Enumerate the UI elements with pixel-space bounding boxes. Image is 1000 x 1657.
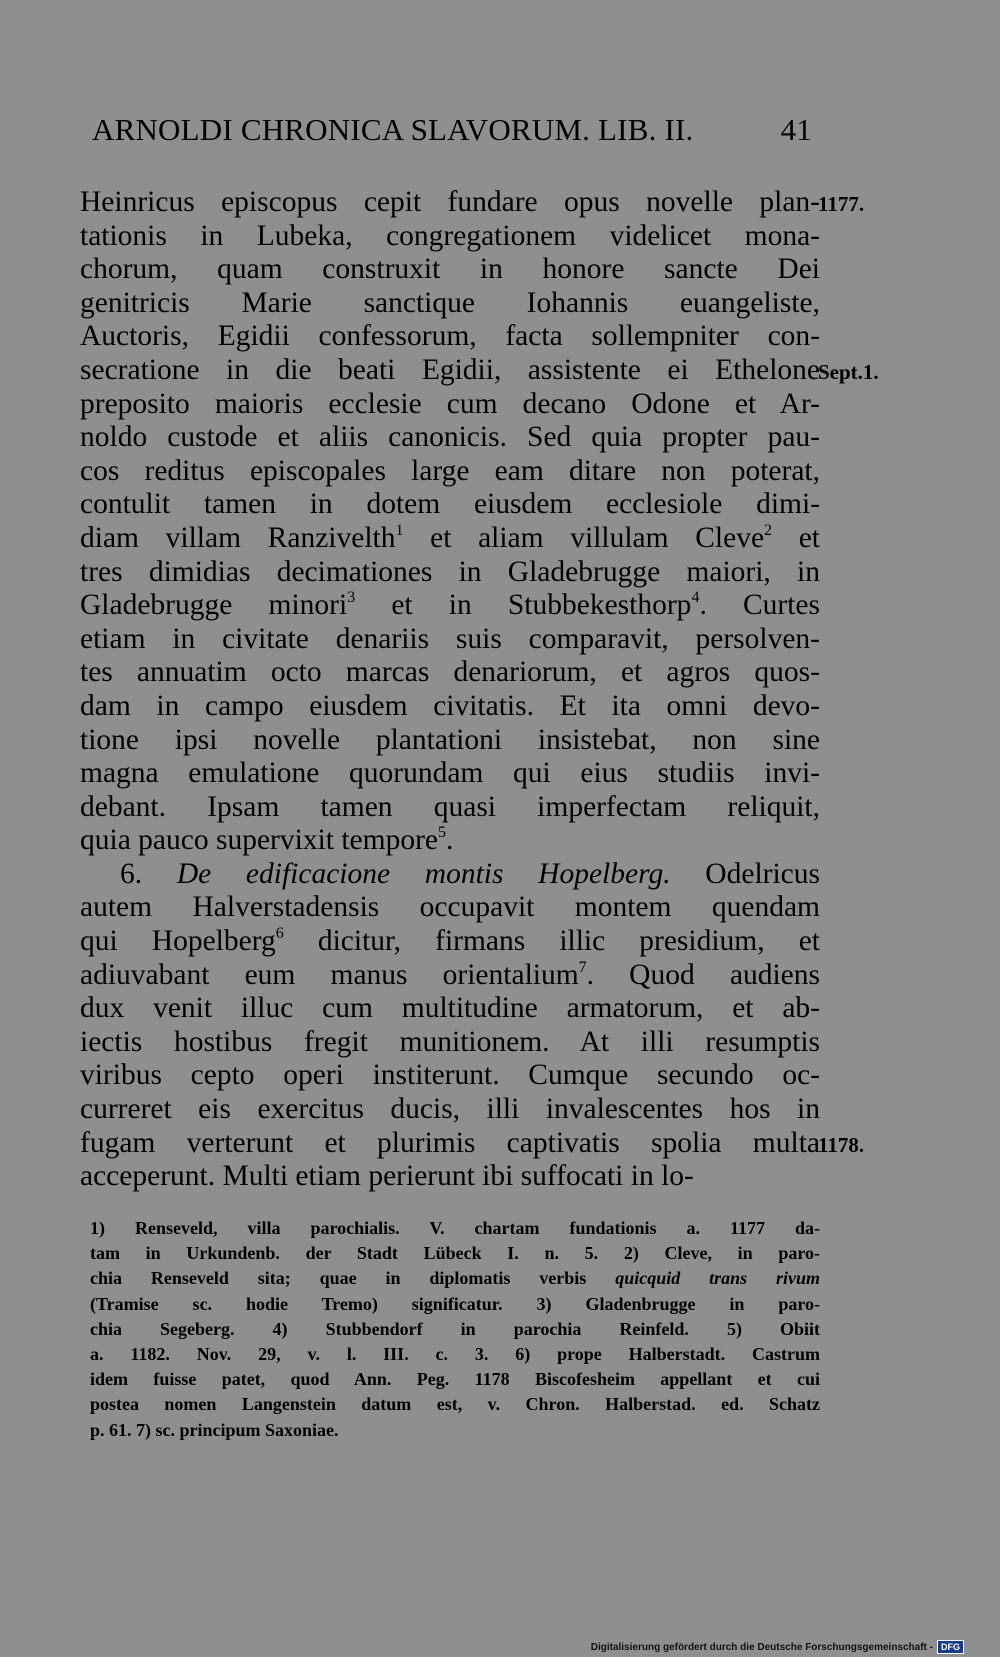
footnote-ref: 7 (578, 958, 587, 976)
text-line: fugam verterunt et plurimis captivatis spolia multa (80, 1126, 820, 1159)
margin-date-note: Sept.1. (818, 360, 879, 384)
main-text (80, 186, 820, 1194)
digitization-credit (591, 1640, 964, 1654)
footnote-ref: 3 (347, 589, 356, 607)
text-line: viribus cepto operi institerunt. Cumque secundo oc- (80, 1059, 820, 1092)
text-line: Auctoris, Egidii confessorum, facta sollempniter con- (80, 320, 820, 353)
text-line: dux venit illuc cum multitudine armatorum, et ab- (80, 992, 820, 1025)
footnote-ref: 5 (438, 824, 446, 842)
footnotes (90, 1216, 820, 1443)
footnote-line: p. 61. 7) sc. principum Saxoniae. (90, 1419, 339, 1440)
footnote-line: 1) Renseveld, villa parochialis. V. chartam fundationis a. 1177 da- (90, 1218, 820, 1238)
text-line: acceperunt. Multi etiam perierunt ibi suffocati in lo- (80, 1160, 694, 1193)
text-line: tes annuatim octo marcas denariorum, et agros quos- (80, 656, 820, 689)
margin-date-note: 1178. (818, 1132, 865, 1157)
text-line: diam villam Ranzivelth$^1$ et aliam villulam Cleve$^2$ et (80, 521, 820, 554)
text-line: etiam in civitate denariis suis comparavit, persolven- (80, 622, 820, 655)
text-line: Heinricus episcopus cepit fundare opus novelle plan- (80, 186, 820, 218)
running-title: ARNOLDI CHRONICA SLAVORUM. LIB. II. (92, 112, 694, 147)
text-line: contulit tamen in dotem eiusdem ecclesiole dimi- (80, 488, 820, 521)
text-line: chorum, quam construxit in honore sancte Dei (80, 253, 820, 286)
footnote-line: idem fuisse patet, quod Ann. Peg. 1178 Biscofesheim appellant et cui (90, 1369, 820, 1390)
page-number: 41 (780, 112, 812, 147)
text-line: quia pauco supervixit tempore$^5$. (80, 824, 454, 857)
text-line: adiuvabant eum manus orientalium$^7$. Quod audiens (80, 958, 820, 991)
text-line: genitricis Marie sanctique Iohannis euangeliste, (80, 286, 820, 319)
footnote-line: chia Renseveld sita; quae in diplomatis verbis quicquid trans rivum (90, 1268, 820, 1289)
text-line: 6. De edificacione montis Hopelberg. Odelricus (120, 857, 820, 890)
text-line: cos reditus episcopales large eam ditare non poterat, (80, 454, 820, 487)
italic-text: quicquid trans rivum (615, 1268, 820, 1289)
footnote-line: a. 1182. Nov. 29, v. l. III. c. 3. 6) prope Halberstadt. Castrum (90, 1343, 820, 1364)
italic-text: De edificacione montis Hopelberg. (176, 857, 671, 890)
text-line: autem Halverstadensis occupavit montem quendam (80, 891, 820, 924)
running-header (92, 112, 812, 148)
margin-date-note: 1177. (818, 192, 865, 216)
credit-text: Digitalisierung gefördert durch die Deutsche Forschungsgemeinschaft - (590, 1641, 933, 1653)
text-line: secratione in die beati Egidii, assistente ei Ethelone (80, 353, 820, 386)
text-line: tationis in Lubeka, congregationem videlicet mona- (80, 219, 820, 252)
footnote-line: chia Segeberg. 4) Stubbendorf in parochia Reinfeld. 5) Obiit (90, 1318, 820, 1339)
footnote-ref: 4 (691, 589, 700, 607)
footnote-ref: 2 (764, 521, 773, 539)
footnote-line: tam in Urkundenb. der Stadt Lübeck I. n. 5. 2) Cleve, in paro- (90, 1243, 820, 1264)
footnote-line: postea nomen Langenstein datum est, v. Chron. Halberstad. ed. Schatz (90, 1394, 820, 1415)
text-line: curreret eis exercitus ducis, illi invalescentes hos in (80, 1093, 820, 1126)
text-line: magna emulatione quorundam qui eius studiis invi- (80, 757, 820, 790)
text-line: iectis hostibus fregit munitionem. At illi resumptis (80, 1025, 820, 1058)
text-line: Gladebrugge minori$^3$ et in Stubbekesthorp$^4$. Curtes (80, 589, 820, 622)
text-line: noldo custode et aliis canonicis. Sed quia propter pau- (80, 421, 820, 454)
dfg-logo: DFG (937, 1640, 964, 1654)
text-line: preposito maioris ecclesie cum decano Odone et Ar- (80, 387, 820, 420)
footnote-ref: 6 (275, 925, 284, 943)
text-line: qui Hopelberg$^6$ dicitur, firmans illic presidium, et (80, 925, 820, 958)
text-line: dam in campo eiusdem civitatis. Et ita omni devo- (80, 689, 820, 722)
text-line: tione ipsi novelle plantationi insistebat, non sine (80, 723, 820, 756)
footnote-line: (Tramise sc. hodie Tremo) significatur. 3) Gladenbrugge in paro- (90, 1293, 820, 1314)
footnote-ref: 1 (395, 521, 404, 539)
text-line: debant. Ipsam tamen quasi imperfectam reliquit, (80, 790, 820, 823)
text-line: tres dimidias decimationes in Gladebrugge maiori, in (80, 555, 820, 588)
